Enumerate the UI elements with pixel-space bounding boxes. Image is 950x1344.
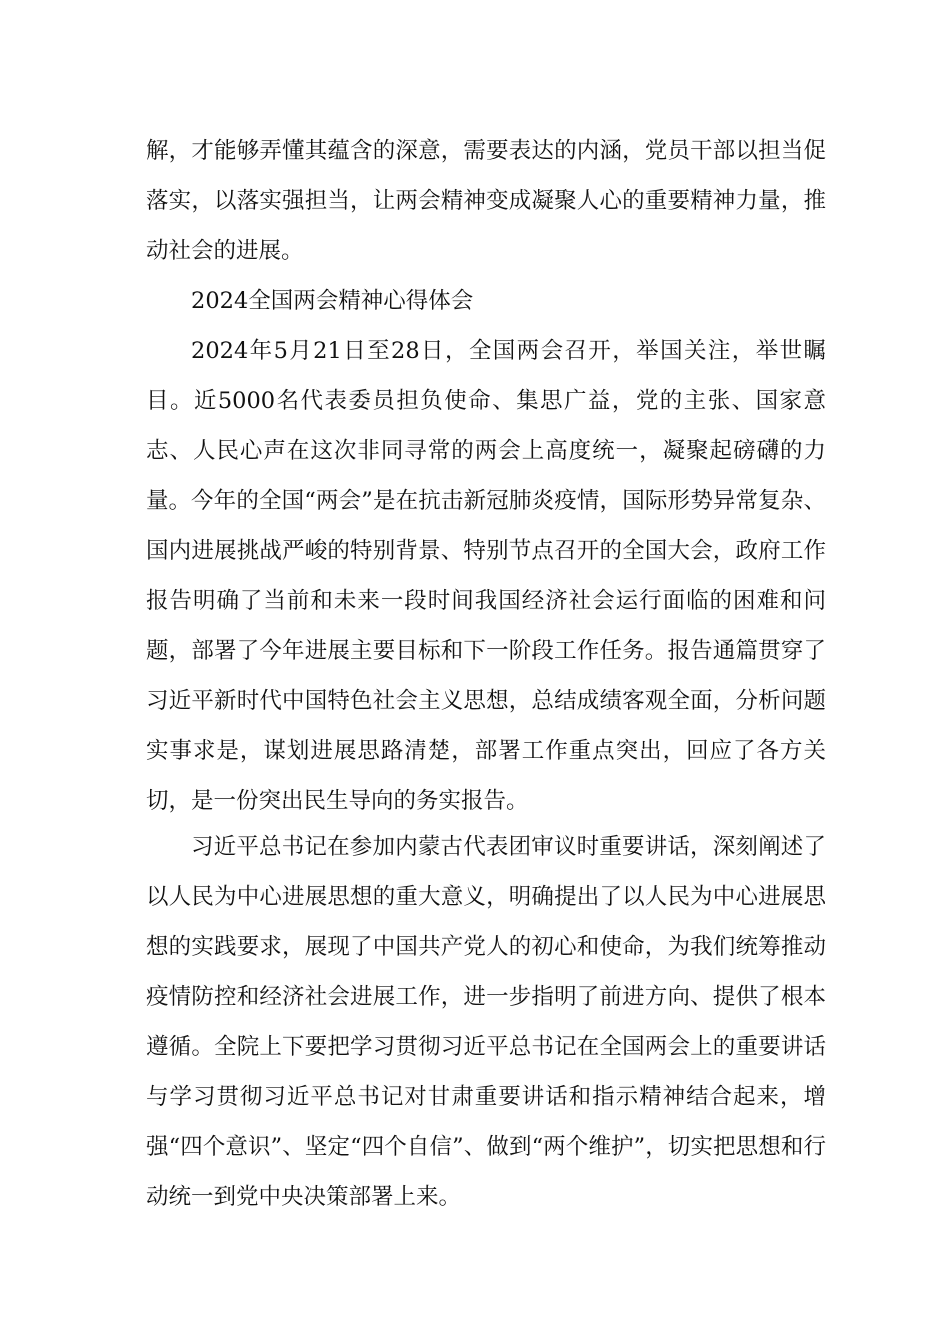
- paragraph-continuation: 解，才能够弄懂其蕴含的深意，需要表达的内涵，党员干部以担当促落实，以落实强担当，让两会精神变成凝聚人心的重要精神力量，推动社会的进展。: [146, 138, 826, 264]
- paragraph-speech: 习近平总书记在参加内蒙古代表团审议时重要讲话，深刻阐述了以人民为中心进展思想的重大意义，明确提出了以人民为中心进展思想的实践要求，展现了中国共产党人的初心和使命，为我们统筹推动疫情防控和经济社会进展工作，进一步指明了前进方向、提供了根本遵循。全院上下要把学习贯彻习近平总书记在全国两会上的重要讲话与学习贯彻习近平总书记对甘肃重要讲话和指示精神结合起来，增强“四个意识”、坚定“四个自信”、做到“两个维护”，切实把思想和行动统一到党中央决策部署上来。: [146, 834, 826, 1210]
- paragraph-opening: 2024年5月21日至28日，全国两会召开，举国关注，举世瞩目。近5000名代表委员担负使命、集思广益，党的主张、国家意志、人民心声在这次非同寻常的两会上高度统一，凝聚起磅礴的力量。: [146, 338, 826, 514]
- paragraph-report: 今年的全国“两会”是在抗击新冠肺炎疫情，国际形势异常复杂、国内进展挑战严峻的特别背景、特别节点召开的全国大会，政府工作报告明确了当前和未来一段时间我国经济社会运行面临的困难和问题，部署了今年进展主要目标和下一阶段工作任务。报告通篇贯穿了习近平新时代中国特色社会主义思想，总结成绩客观全面，分析问题实事求是，谋划进展思路清楚，部署工作重点突出，回应了各方关切，是一份突出民生导向的务实报告。: [146, 488, 826, 814]
- section-heading: 2024全国两会精神心得体会: [191, 288, 474, 314]
